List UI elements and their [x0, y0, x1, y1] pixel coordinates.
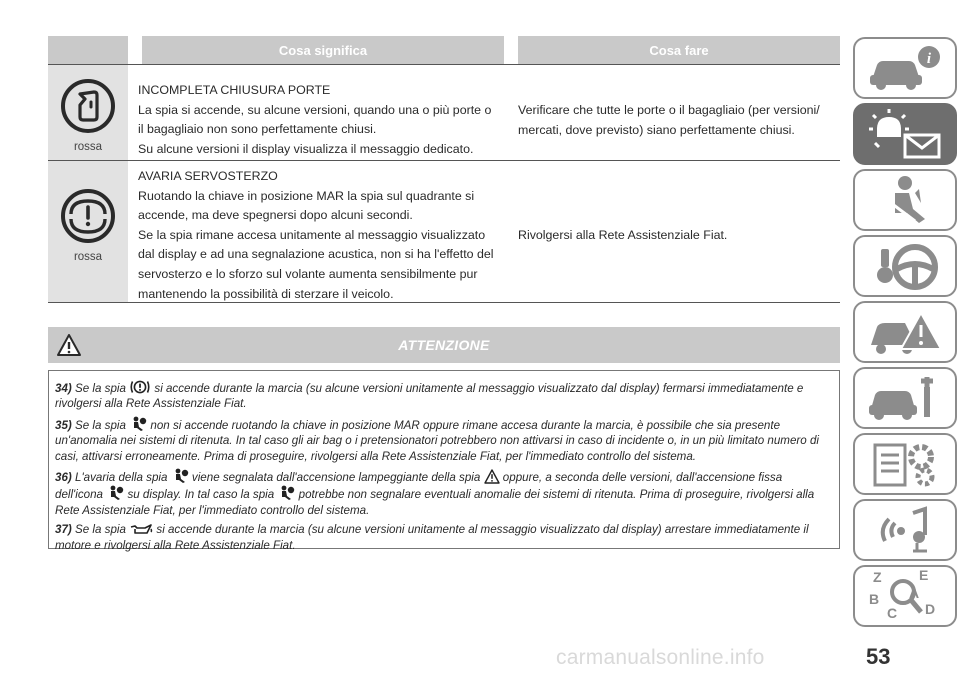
- attention-notes: [48, 370, 840, 552]
- svg-text:i: i: [926, 51, 932, 67]
- warning-lights-table: [48, 36, 840, 303]
- note-text: non si accende ruotando la chiave in posizione MAR oppure rimane accesa durante la marcia, è possibile che sia presente un'anomalia nei sistemi di ritenuta. In tal caso gli air bag o i pretensionatori potrebbero non attivarsi in caso di incidente o, in un più limitato numero di casi, attivarsi erroneamente. Prima di proseguire, rivolgersi alla Rete Assistenziale Fiat, per l'immediato controllo del sistema.: [55, 418, 819, 463]
- car-emergency-icon: [865, 305, 945, 359]
- header-icon-col: [48, 36, 128, 64]
- svg-text:Z: Z: [873, 569, 882, 585]
- car-info-icon: [865, 43, 945, 93]
- header-gap: [504, 36, 518, 64]
- attention-title: ATTENZIONE: [398, 337, 490, 353]
- row-action-cell: [504, 65, 840, 160]
- row-text: Ruotando la chiave in posizione MAR la spia sul quadrante si accende, ma deve spegnersi dopo alcuni secondi.: [138, 188, 475, 223]
- note-number: 36): [55, 471, 72, 485]
- tab-starting-driving[interactable]: [853, 235, 957, 297]
- general-warning-triangle-icon: [484, 469, 500, 484]
- power-steering-warning-icon: [59, 187, 117, 245]
- note-36: [55, 468, 833, 518]
- warning-lights-icon: [865, 107, 945, 161]
- car-maintenance-icon: [865, 371, 945, 425]
- airbag-warning-icon: [129, 416, 147, 432]
- header-gap: [128, 36, 142, 64]
- note-text: L'avaria della spia: [75, 471, 168, 485]
- svg-text:D: D: [925, 601, 936, 617]
- page-number: 53: [866, 644, 891, 669]
- row-text: Su alcune versioni il display visualizza il messaggio dedicato.: [138, 141, 474, 156]
- row-title: AVARIA SERVOSTERZO: [138, 169, 278, 183]
- key-steering-wheel-icon: [865, 239, 945, 293]
- row-icon-cell: [48, 65, 128, 160]
- note-35: [55, 416, 833, 464]
- airbag-warning-icon: [277, 485, 295, 501]
- tab-car-info[interactable]: [853, 37, 957, 99]
- svg-text:E: E: [919, 567, 929, 583]
- note-text: oppure, a seconda delle versioni, dall'accensione fissa dell'icona: [55, 471, 783, 502]
- tab-index[interactable]: [853, 565, 957, 627]
- watermark-text: carmanualsonline.info: [556, 646, 765, 669]
- note-number: 34): [55, 382, 72, 395]
- seat-airbag-icon: [865, 173, 945, 227]
- note-text: potrebbe non segnalare eventuali anomalie dei sistemi di ritenuta. Prima di proseguire, rivolgersi alla Rete Assistenziale Fiat, per l'immediato controllo del sistema.: [55, 488, 815, 517]
- header-cosa-significa: Cosa significa: [142, 36, 504, 64]
- row-meaning-cell: [128, 65, 504, 160]
- door-open-warning-icon: [59, 77, 117, 135]
- svg-text:A: A: [909, 585, 920, 601]
- tab-technical-specs[interactable]: [853, 433, 957, 495]
- row-meaning-cell: [128, 161, 504, 302]
- index-search-icon: [865, 566, 945, 626]
- note-text: su display. In tal caso la spia: [127, 488, 275, 502]
- warning-triangle-icon: [56, 333, 82, 357]
- tab-emergency[interactable]: [853, 301, 957, 363]
- row-text: Se la spia rimane accesa unitamente al messaggio visualizzato dal display e ad una segnalazione acustica, non si ha l'effetto del servosterzo e lo sforzo sul volante aumenta sensibilmente pur mantenendo la possibilità di sterzare il veicolo.: [138, 227, 494, 301]
- attention-header: [48, 327, 840, 363]
- oil-pressure-warning-icon: [129, 522, 153, 536]
- row-action: Verificare che tutte le porte o il bagagliaio (per versioni/ mercati, dove previsto) siano perfettamente chiusi.: [518, 103, 820, 137]
- note-text: si accende durante la marcia (su alcune versioni unitamente al messaggio visualizzato dal display) arrestare immediatamente il motore e rivolgersi alla Rete Assistenziale Fiat.: [55, 523, 809, 552]
- note-text: si accende durante la marcia (su alcune versioni unitamente al messaggio visualizzato dal display) fermarsi immediatamente e rivolgersi alla Rete Assistenziale Fiat.: [55, 382, 804, 411]
- note-34: [55, 379, 833, 412]
- table-row: [48, 64, 840, 160]
- table-row: [48, 160, 840, 303]
- tab-maintenance[interactable]: [853, 367, 957, 429]
- tab-warning-lights[interactable]: [853, 103, 957, 165]
- color-label: rossa: [73, 141, 103, 153]
- airbag-warning-icon: [171, 468, 189, 484]
- specs-gears-icon: [865, 437, 945, 491]
- header-cosa-fare: Cosa fare: [518, 36, 840, 64]
- airbag-warning-icon: [106, 485, 124, 501]
- color-label: rossa: [73, 251, 103, 263]
- row-title: INCOMPLETA CHIUSURA PORTE: [138, 83, 331, 97]
- note-37: [55, 522, 833, 553]
- row-action: Rivolgersi alla Rete Assistenziale Fiat.: [518, 227, 728, 242]
- row-action-cell: [504, 161, 840, 302]
- note-number: 37): [55, 523, 72, 537]
- tab-multimedia[interactable]: [853, 499, 957, 561]
- note-text: Se la spia: [75, 382, 126, 395]
- svg-text:C: C: [887, 605, 898, 621]
- row-icon-cell: [48, 161, 128, 302]
- svg-text:B: B: [869, 591, 880, 607]
- note-number: 35): [55, 418, 72, 432]
- brake-warning-icon: [129, 379, 151, 395]
- row-text: La spia si accende, su alcune versioni, quando una o più porte o il bagagliaio non sono perfettamente chiusi.: [138, 102, 492, 137]
- multimedia-icon: [865, 503, 945, 557]
- note-text: Se la spia: [75, 418, 126, 432]
- tab-safety[interactable]: [853, 169, 957, 231]
- table-header: [48, 36, 840, 64]
- note-text: viene segnalata dall'accensione lampeggiante della spia: [191, 471, 481, 485]
- note-text: Se la spia: [75, 523, 126, 537]
